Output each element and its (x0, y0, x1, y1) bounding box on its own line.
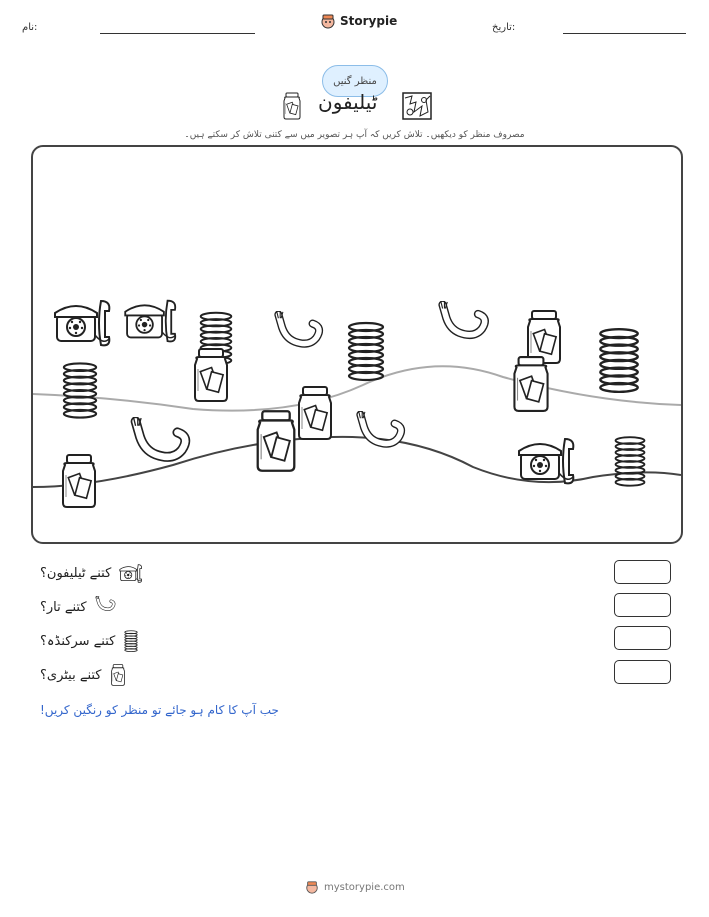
spring (600, 329, 637, 392)
date-line[interactable] (563, 33, 686, 34)
scene-canvas (33, 147, 681, 542)
spring-icon (123, 630, 139, 652)
storypie-mascot-icon (305, 880, 319, 894)
question-label: کتنے بیٹری؟ (40, 667, 102, 683)
scene-thumbnail-icon (402, 92, 432, 120)
spring (349, 323, 383, 380)
telephone (519, 439, 573, 483)
answer-box-battery[interactable] (614, 660, 671, 684)
wire (359, 411, 401, 444)
wire (441, 301, 485, 335)
question-label: کتنے سرکنڈہ؟ (40, 633, 116, 649)
hill-line-front (33, 437, 681, 487)
brand-name: Storypie (340, 14, 398, 28)
instructions: مصروف منظر کو دیکھیں۔ تلاش کریں کہ آپ ہر تصویر میں سے کتنی تلاش کر سکتے ہیں۔ (184, 130, 525, 140)
question-battery (40, 663, 126, 687)
battery-jar (258, 411, 295, 470)
answer-box-spring[interactable] (614, 626, 671, 650)
answer-box-telephone[interactable] (614, 560, 671, 584)
name-line[interactable] (100, 33, 255, 34)
battery-jar (528, 311, 560, 363)
battery-jar (63, 455, 95, 507)
wire-icon (95, 596, 117, 618)
count-scene-label: منظر گنیں (333, 75, 377, 87)
color-instruction: جب آپ کا کام ہو جائے تو منظر کو رنگین کریں! (40, 703, 279, 717)
question-telephone (40, 563, 143, 583)
busy-scene (31, 145, 683, 544)
question-label: کتنے ٹیلیفون؟ (40, 565, 112, 581)
date-label: تاریخ: (492, 22, 516, 33)
question-wire (40, 596, 117, 618)
question-spring (40, 630, 139, 652)
spring (616, 437, 645, 485)
wire (277, 311, 319, 344)
telephone (125, 301, 175, 342)
battery-jar (195, 349, 227, 401)
battery-jar (514, 357, 547, 411)
battery-jar-icon (110, 663, 126, 687)
name-label: نام: (22, 22, 38, 33)
telephone-icon (119, 563, 143, 583)
footer-site[interactable]: mystorypie.com (324, 881, 405, 893)
telephone (55, 301, 109, 345)
footer (305, 880, 405, 894)
storypie-mascot-icon (320, 13, 336, 29)
page-title: ٹیلیفون (318, 90, 378, 114)
spring (64, 363, 96, 417)
battery-jar (299, 387, 331, 439)
battery-jar-icon (282, 92, 302, 120)
wire (133, 417, 185, 457)
brand-logo (320, 13, 397, 29)
answer-box-wire[interactable] (614, 593, 671, 617)
question-label: کتنے تار؟ (40, 599, 87, 615)
